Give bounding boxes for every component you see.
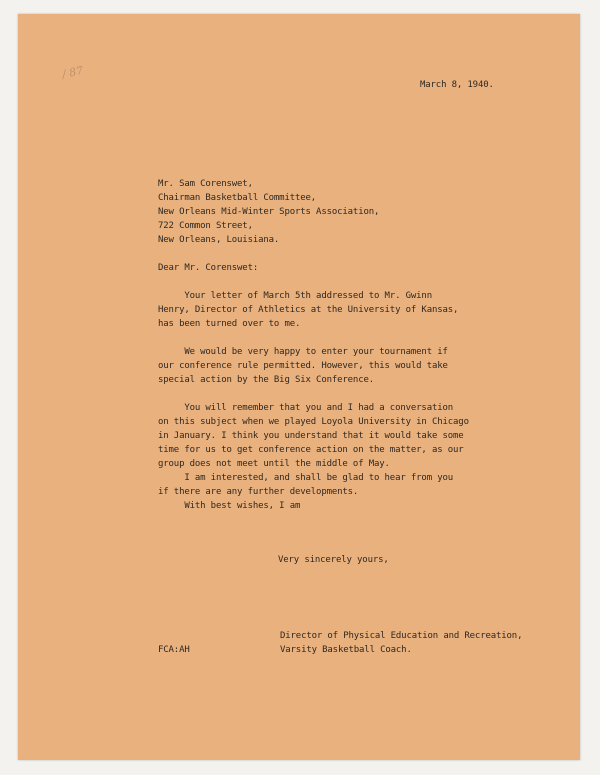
body-line: special action by the Big Six Conference. <box>158 375 375 385</box>
body-line: in January. I think you understand that it would take some <box>158 431 464 441</box>
body-line: time for us to get conference action on the matter, as our <box>158 445 464 455</box>
pencil-annotation: / 87 <box>60 63 85 82</box>
recipient-line: 722 Common Street, <box>158 221 253 231</box>
recipient-line: Mr. Sam Corenswet, <box>158 179 253 189</box>
recipient-line: New Orleans Mid-Winter Sports Association, <box>158 207 380 217</box>
body-line: our conference rule permitted. However, this would take <box>158 361 448 371</box>
signature-line: Director of Physical Education and Recreation, <box>280 631 523 641</box>
salutation: Dear Mr. Corenswet: <box>158 263 259 273</box>
recipient-line: New Orleans, Louisiana. <box>158 235 280 245</box>
body-line: With best wishes, I am <box>158 501 301 511</box>
body-line: has been turned over to me. <box>158 319 301 329</box>
body-line: You will remember that you and I had a conversation <box>158 403 454 413</box>
reference-initials: FCA:AH <box>158 645 190 655</box>
letter-date: March 8, 1940. <box>420 80 494 90</box>
body-line: group does not meet until the middle of May. <box>158 459 390 469</box>
body-line: We would be very happy to enter your tournament if <box>158 347 448 357</box>
body-line: Henry, Director of Athletics at the University of Kansas, <box>158 305 459 315</box>
complimentary-closing: Very sincerely yours, <box>278 555 389 565</box>
signature-line: Varsity Basketball Coach. <box>280 645 412 655</box>
body-line: if there are any further developments. <box>158 487 359 497</box>
recipient-line: Chairman Basketball Committee, <box>158 193 317 203</box>
body-line: I am interested, and shall be glad to hear from you <box>158 473 454 483</box>
body-line: Your letter of March 5th addressed to Mr. Gwinn <box>158 291 432 301</box>
body-line: on this subject when we played Loyola University in Chicago <box>158 417 469 427</box>
